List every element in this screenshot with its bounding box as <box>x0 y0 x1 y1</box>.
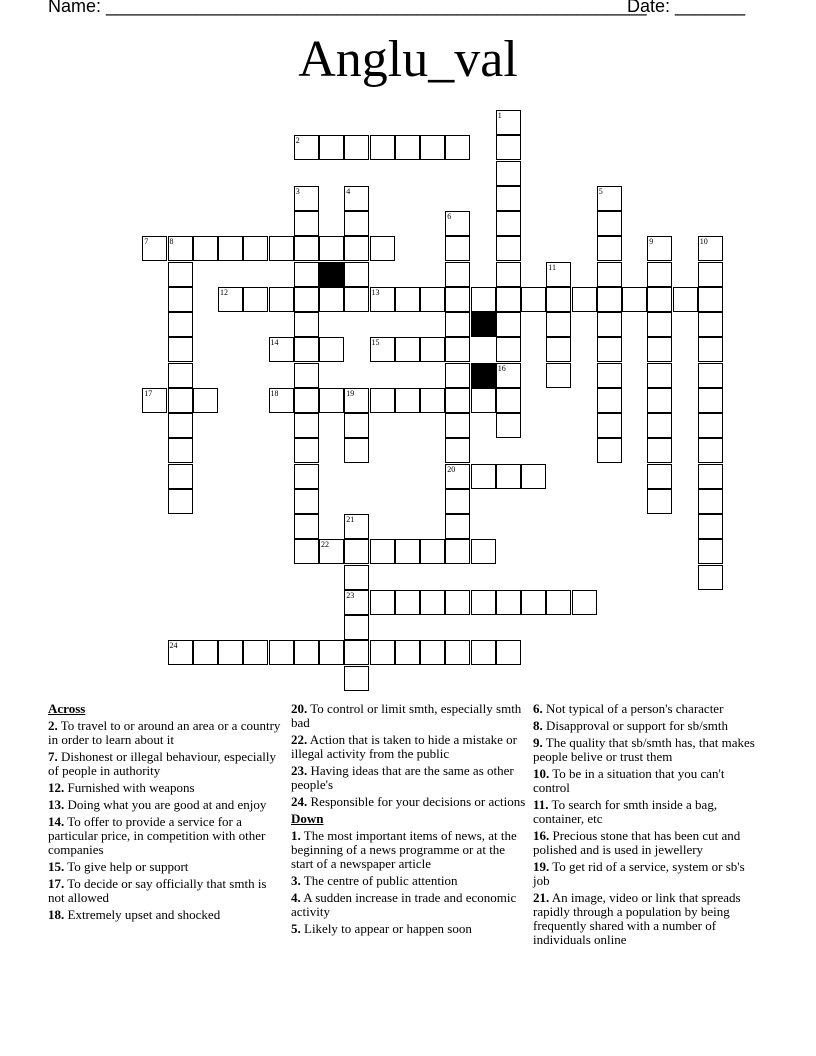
grid-cell[interactable] <box>319 337 344 362</box>
clue-text: Dishonest or illegal behaviour, especially of people in authority <box>48 749 277 778</box>
clue-item <box>533 767 763 795</box>
clue-text: A sudden increase in trade and economic activity <box>291 890 517 919</box>
clue-number: 22 <box>321 540 329 550</box>
grid-cell[interactable] <box>344 186 369 211</box>
grid-cell[interactable] <box>168 312 193 337</box>
clue-number-label: 18. <box>48 907 65 922</box>
grid-cell[interactable] <box>395 590 420 615</box>
clue-number: 2 <box>295 136 300 146</box>
page-title: Anglu_val <box>298 31 518 88</box>
clue-number: 8 <box>169 237 174 247</box>
grid-cell[interactable] <box>445 489 470 514</box>
clue-item <box>291 874 526 888</box>
grid-cell[interactable] <box>496 110 521 135</box>
grid-cell[interactable] <box>319 236 344 261</box>
grid-cell[interactable] <box>445 413 470 438</box>
grid-cell[interactable] <box>370 287 395 312</box>
grid-cell[interactable] <box>572 287 597 312</box>
grid-cell[interactable] <box>597 262 622 287</box>
grid-cell[interactable] <box>294 539 319 564</box>
grid-cell[interactable] <box>294 262 319 287</box>
grid-cell[interactable] <box>698 388 723 413</box>
grid-cell[interactable] <box>294 312 319 337</box>
grid-cell[interactable] <box>243 287 268 312</box>
clue-number-label: 7. <box>48 749 58 764</box>
clue-number-label: 21. <box>533 890 550 905</box>
grid-cell[interactable] <box>344 388 369 413</box>
grid-cell[interactable] <box>395 135 420 160</box>
grid-cell[interactable] <box>698 514 723 539</box>
grid-cell[interactable] <box>647 287 672 312</box>
clue-number-label: 4. <box>291 890 301 905</box>
grid-cell[interactable] <box>445 640 470 665</box>
clue-number: 20 <box>447 464 456 474</box>
clue-number: 9 <box>649 237 654 247</box>
grid-cell[interactable] <box>698 489 723 514</box>
grid-cell[interactable] <box>546 363 571 388</box>
clue-number: 23 <box>346 590 355 600</box>
grid-cell[interactable] <box>471 464 496 489</box>
grid-cell[interactable] <box>445 438 470 463</box>
grid-cell[interactable] <box>496 312 521 337</box>
grid-cell[interactable] <box>193 388 218 413</box>
grid-cell[interactable] <box>698 539 723 564</box>
grid-cell[interactable] <box>521 287 546 312</box>
grid-cell[interactable] <box>496 211 521 236</box>
clue-text: Not typical of a person's character <box>542 701 724 716</box>
grid-cell[interactable] <box>521 590 546 615</box>
grid-block <box>471 363 496 388</box>
clue-number-label: 22. <box>291 732 308 747</box>
grid-cell[interactable] <box>269 337 294 362</box>
name-field[interactable]: Name: ______________________________________________________ <box>48 0 647 16</box>
down-heading: Down <box>291 811 324 826</box>
grid-cell[interactable] <box>496 186 521 211</box>
grid-cell[interactable] <box>597 312 622 337</box>
clue-number-label: 8. <box>533 718 543 733</box>
grid-cell[interactable] <box>546 337 571 362</box>
grid-block <box>471 312 496 337</box>
grid-cell[interactable] <box>471 640 496 665</box>
grid-cell[interactable] <box>168 489 193 514</box>
grid-cell[interactable] <box>572 590 597 615</box>
grid-cell[interactable] <box>218 236 243 261</box>
clue-text: Furnished with weapons <box>64 780 195 795</box>
clue-number: 17 <box>144 388 153 398</box>
clue-text: Disapproval or support for sb/smth <box>542 718 728 733</box>
clue-text: Action that is taken to hide a mistake or illegal activity from the public <box>291 732 518 761</box>
clue-item <box>291 891 526 919</box>
grid-cell[interactable] <box>546 312 571 337</box>
clue-number: 13 <box>371 287 380 297</box>
grid-cell[interactable] <box>445 337 470 362</box>
grid-cell[interactable] <box>243 640 268 665</box>
grid-cell[interactable] <box>142 236 167 261</box>
grid-cell[interactable] <box>370 236 395 261</box>
clue-number-label: 16. <box>533 828 550 843</box>
grid-cell[interactable] <box>269 388 294 413</box>
grid-cell[interactable] <box>496 413 521 438</box>
grid-cell[interactable] <box>294 464 319 489</box>
clue-text: Likely to appear or happen soon <box>300 921 472 936</box>
clue-text: To get rid of a service, system or sb's job <box>533 859 745 888</box>
clue-item <box>48 815 283 857</box>
grid-cell[interactable] <box>168 640 193 665</box>
grid-cell[interactable] <box>168 388 193 413</box>
clue-number-label: 6. <box>533 701 543 716</box>
clue-number-label: 20. <box>291 701 308 716</box>
grid-cell[interactable] <box>370 640 395 665</box>
grid-cell[interactable] <box>698 287 723 312</box>
grid-cell[interactable] <box>597 186 622 211</box>
grid-cell[interactable] <box>597 388 622 413</box>
clues-column-3 <box>533 702 763 950</box>
grid-cell[interactable] <box>445 539 470 564</box>
grid-cell[interactable] <box>168 464 193 489</box>
grid-cell[interactable] <box>496 388 521 413</box>
grid-cell[interactable] <box>647 438 672 463</box>
grid-cell[interactable] <box>218 640 243 665</box>
grid-cell[interactable] <box>319 135 344 160</box>
grid-cell[interactable] <box>420 287 445 312</box>
clue-number-label: 3. <box>291 873 301 888</box>
grid-cell[interactable] <box>168 413 193 438</box>
clue-number-label: 23. <box>291 763 308 778</box>
clue-item <box>291 795 526 809</box>
grid-cell[interactable] <box>647 489 672 514</box>
clue-number: 4 <box>346 186 351 196</box>
clue-number: 11 <box>548 262 556 272</box>
clue-item <box>291 764 526 792</box>
clue-text: Doing what you are good at and enjoy <box>64 797 267 812</box>
grid-cell[interactable] <box>344 211 369 236</box>
grid-cell[interactable] <box>597 337 622 362</box>
clue-text: Precious stone that has been cut and polished and is used in jewellery <box>533 828 741 857</box>
grid-cell[interactable] <box>445 211 470 236</box>
grid-cell[interactable] <box>597 363 622 388</box>
clue-text: The quality that sb/smth has, that makes people belive or trust them <box>533 735 755 764</box>
grid-cell[interactable] <box>168 262 193 287</box>
grid-cell[interactable] <box>698 438 723 463</box>
grid-cell[interactable] <box>698 413 723 438</box>
grid-cell[interactable] <box>597 211 622 236</box>
clue-number: 16 <box>497 363 506 373</box>
grid-cell[interactable] <box>698 236 723 261</box>
grid-cell[interactable] <box>370 135 395 160</box>
grid-cell[interactable] <box>698 337 723 362</box>
clue-number: 7 <box>144 237 149 247</box>
grid-cell[interactable] <box>445 287 470 312</box>
grid-cell[interactable] <box>344 539 369 564</box>
grid-cell[interactable] <box>370 337 395 362</box>
grid-cell[interactable] <box>344 514 369 539</box>
grid-cell[interactable] <box>698 363 723 388</box>
grid-cell[interactable] <box>168 287 193 312</box>
grid-cell[interactable] <box>218 287 243 312</box>
clue-item <box>48 798 283 812</box>
clue-text: To travel to or around an area or a country in order to learn about it <box>48 718 281 747</box>
grid-cell[interactable] <box>471 539 496 564</box>
clue-item <box>533 719 763 733</box>
clue-item <box>533 702 763 716</box>
grid-cell[interactable] <box>496 161 521 186</box>
clue-number-label: 15. <box>48 859 65 874</box>
grid-cell[interactable] <box>142 388 167 413</box>
clue-number: 15 <box>371 338 380 348</box>
grid-cell[interactable] <box>319 388 344 413</box>
clue-number-label: 1. <box>291 828 301 843</box>
grid-cell[interactable] <box>395 337 420 362</box>
grid-cell[interactable] <box>344 135 369 160</box>
grid-cell[interactable] <box>269 287 294 312</box>
clue-text: Extremely upset and shocked <box>64 907 221 922</box>
grid-cell[interactable] <box>496 135 521 160</box>
grid-cell[interactable] <box>496 337 521 362</box>
clue-number: 6 <box>447 212 452 221</box>
grid-cell[interactable] <box>193 236 218 261</box>
grid-cell[interactable] <box>344 438 369 463</box>
grid-cell[interactable] <box>445 464 470 489</box>
clue-text: To offer to provide a service for a particular price, in competition with other companies <box>48 814 266 857</box>
clue-item <box>533 798 763 826</box>
grid-cell[interactable] <box>294 135 319 160</box>
clue-item <box>533 891 763 947</box>
grid-cell[interactable] <box>168 236 193 261</box>
clue-item <box>48 719 283 747</box>
grid-cell[interactable] <box>370 388 395 413</box>
grid-cell[interactable] <box>344 666 369 691</box>
clue-item <box>48 750 283 778</box>
date-field[interactable]: Date: _______ <box>627 0 746 16</box>
clue-item <box>48 877 283 905</box>
grid-cell[interactable] <box>420 640 445 665</box>
clue-number: 14 <box>270 338 279 348</box>
grid-cell[interactable] <box>647 464 672 489</box>
grid-cell[interactable] <box>420 388 445 413</box>
clue-item <box>48 781 283 795</box>
grid-cell[interactable] <box>597 236 622 261</box>
grid-cell[interactable] <box>698 565 723 590</box>
clue-number-label: 10. <box>533 766 550 781</box>
clue-text: An image, video or link that spreads rapidly through a population by being frequently shared with a number of individuals online <box>533 890 741 947</box>
clue-number: 19 <box>346 388 355 398</box>
grid-cell[interactable] <box>294 489 319 514</box>
clue-number-label: 12. <box>48 780 65 795</box>
grid-cell[interactable] <box>294 388 319 413</box>
grid-cell[interactable] <box>395 287 420 312</box>
grid-cell[interactable] <box>319 539 344 564</box>
clue-text: To decide or say officially that smth is not allowed <box>48 876 267 905</box>
clue-number-label: 13. <box>48 797 65 812</box>
grid-cell[interactable] <box>193 640 218 665</box>
grid-cell[interactable] <box>647 312 672 337</box>
clue-item <box>533 736 763 764</box>
clue-number-label: 2. <box>48 718 58 733</box>
grid-block <box>319 262 344 287</box>
grid-cell[interactable] <box>445 312 470 337</box>
grid-cell[interactable] <box>344 413 369 438</box>
clue-text: To control or limit smth, especially smth bad <box>291 701 522 730</box>
grid-cell[interactable] <box>471 590 496 615</box>
grid-cell[interactable] <box>597 438 622 463</box>
clue-number: 24 <box>169 641 178 651</box>
clue-item <box>291 733 526 761</box>
across-heading: Across <box>48 701 86 716</box>
grid-cell[interactable] <box>647 262 672 287</box>
clue-number: 18 <box>270 388 279 398</box>
clues-column-1 <box>48 702 283 925</box>
grid-cell[interactable] <box>294 514 319 539</box>
clue-number: 12 <box>220 287 228 297</box>
clues-column-2 <box>291 702 526 939</box>
grid-cell[interactable] <box>168 363 193 388</box>
grid-cell[interactable] <box>445 135 470 160</box>
grid-cell[interactable] <box>546 590 571 615</box>
clue-number: 3 <box>295 186 300 196</box>
grid-cell[interactable] <box>344 262 369 287</box>
grid-cell[interactable] <box>546 287 571 312</box>
clue-item <box>291 922 526 936</box>
grid-cell[interactable] <box>294 186 319 211</box>
grid-cell[interactable] <box>319 640 344 665</box>
grid-cell[interactable] <box>647 236 672 261</box>
grid-cell[interactable] <box>294 236 319 261</box>
grid-cell[interactable] <box>168 438 193 463</box>
grid-cell[interactable] <box>622 287 647 312</box>
grid-cell[interactable] <box>294 640 319 665</box>
grid-cell[interactable] <box>445 590 470 615</box>
grid-cell[interactable] <box>496 262 521 287</box>
grid-cell[interactable] <box>294 211 319 236</box>
clue-number: 5 <box>598 186 603 196</box>
clue-number-label: 19. <box>533 859 550 874</box>
clue-item <box>291 702 526 730</box>
clue-item <box>533 860 763 888</box>
clue-number-label: 9. <box>533 735 543 750</box>
grid-cell[interactable] <box>243 236 268 261</box>
clue-text: To be in a situation that you can't control <box>533 766 725 795</box>
grid-cell[interactable] <box>597 287 622 312</box>
grid-cell[interactable] <box>647 413 672 438</box>
clue-text: The most important items of news, at the beginning of a news programme or at the start of a newspaper article <box>291 828 517 871</box>
grid-cell[interactable] <box>496 464 521 489</box>
grid-cell[interactable] <box>496 590 521 615</box>
grid-cell[interactable] <box>420 337 445 362</box>
grid-cell[interactable] <box>647 337 672 362</box>
grid-cell[interactable] <box>496 287 521 312</box>
grid-cell[interactable] <box>546 262 571 287</box>
clue-item <box>48 860 283 874</box>
grid-cell[interactable] <box>395 640 420 665</box>
clue-text: Having ideas that are the same as other people's <box>291 763 514 792</box>
grid-cell[interactable] <box>395 388 420 413</box>
grid-cell[interactable] <box>344 590 369 615</box>
grid-cell[interactable] <box>294 337 319 362</box>
clue-number-label: 5. <box>291 921 301 936</box>
grid-cell[interactable] <box>698 262 723 287</box>
clue-number-label: 14. <box>48 814 65 829</box>
grid-cell[interactable] <box>496 640 521 665</box>
clue-text: The centre of public attention <box>300 873 458 888</box>
grid-cell[interactable] <box>344 565 369 590</box>
clue-number-label: 24. <box>291 794 308 809</box>
grid-cell[interactable] <box>597 413 622 438</box>
grid-cell[interactable] <box>445 262 470 287</box>
grid-cell[interactable] <box>471 388 496 413</box>
grid-cell[interactable] <box>344 287 369 312</box>
grid-cell[interactable] <box>521 464 546 489</box>
clue-number: 10 <box>699 237 708 247</box>
grid-cell[interactable] <box>168 337 193 362</box>
grid-cell[interactable] <box>445 236 470 261</box>
grid-cell[interactable] <box>420 135 445 160</box>
clue-item <box>48 908 283 922</box>
grid-cell[interactable] <box>344 615 369 640</box>
grid-cell[interactable] <box>698 464 723 489</box>
grid-cell[interactable] <box>471 287 496 312</box>
clue-number: 21 <box>346 515 355 524</box>
grid-cell[interactable] <box>496 236 521 261</box>
grid-cell[interactable] <box>673 287 698 312</box>
clue-text: To give help or support <box>64 859 189 874</box>
clue-item <box>533 829 763 857</box>
grid-cell[interactable] <box>496 363 521 388</box>
grid-cell[interactable] <box>698 312 723 337</box>
clue-number: 1 <box>497 111 502 120</box>
grid-cell[interactable] <box>445 514 470 539</box>
clue-number-label: 17. <box>48 876 65 891</box>
clue-text: To search for smth inside a bag, container, etc <box>533 797 718 826</box>
grid-cell[interactable] <box>370 590 395 615</box>
grid-cell[interactable] <box>370 539 395 564</box>
grid-cell[interactable] <box>445 388 470 413</box>
grid-cell[interactable] <box>445 363 470 388</box>
grid-cell[interactable] <box>269 236 294 261</box>
clue-number-label: 11. <box>533 797 549 812</box>
grid-cell[interactable] <box>344 236 369 261</box>
grid-cell[interactable] <box>647 388 672 413</box>
grid-cell[interactable] <box>395 539 420 564</box>
grid-cell[interactable] <box>294 363 319 388</box>
grid-cell[interactable] <box>420 539 445 564</box>
clue-text: Responsible for your decisions or actions <box>307 794 526 809</box>
grid-cell[interactable] <box>269 640 294 665</box>
grid-cell[interactable] <box>647 363 672 388</box>
grid-cell[interactable] <box>319 287 344 312</box>
grid-cell[interactable] <box>294 438 319 463</box>
grid-cell[interactable] <box>294 287 319 312</box>
grid-cell[interactable] <box>420 590 445 615</box>
grid-cell[interactable] <box>294 413 319 438</box>
grid-cell[interactable] <box>344 640 369 665</box>
clue-item <box>291 829 526 871</box>
